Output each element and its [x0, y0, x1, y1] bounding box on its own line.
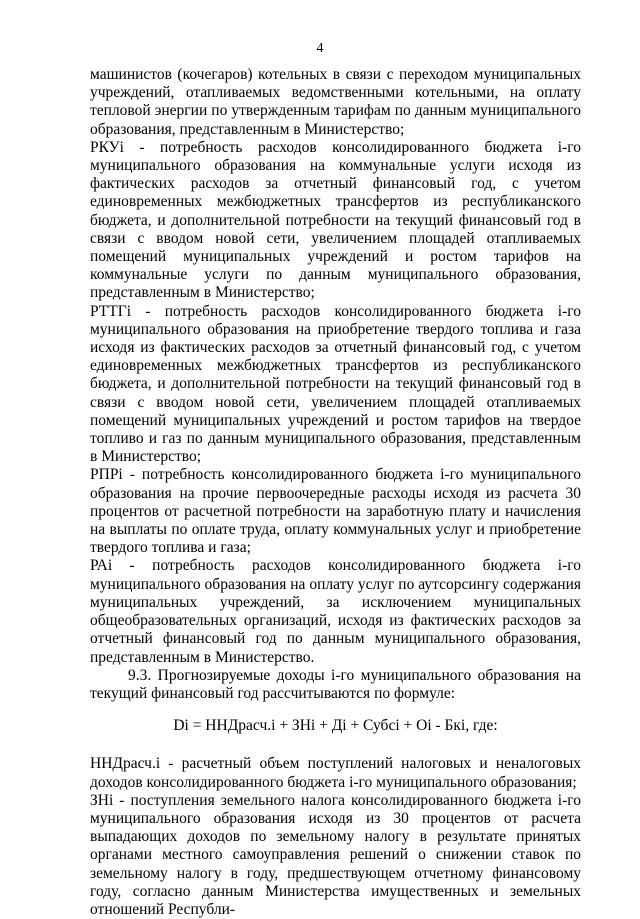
paragraph-rpr: РПРi - потребность консолидированного бюджета i-го муниципального образования на прочие первоочередные расходы исходя из расчета 30 процентов от расчетной потребности на заработную плату и начисления на выплаты по оплате труда, оплату коммунальных услуг и приобретение твердого топлива и газа;: [90, 466, 581, 557]
paragraph-ra: РАi - потребность расходов консолидированного бюджета i-го муниципального образования на оплату услуг по аутсорсингу содержания муниципальных учреждений, за исключением муниципальных общеобразовательных организаций, исходя из фактических расходов за отчетный финансовый год по данным муниципального образования, представленным в Министерство.: [90, 557, 581, 666]
definition-zn: ЗНi - поступления земельного налога консолидированного бюджета i-го муниципального образования исходя из 30 процентов от расчета выпадающих доходов по земельному налогу в результате принятых органами местного самоуправления решений о снижении ставок по земельному налогу в году, предшествующем отчетному финансовому году, согласно данным Министерства имущественных и земельных отношений Республи-: [90, 791, 581, 918]
definition-nnd: ННДрасч.i - расчетный объем поступлений налоговых и неналоговых доходов консолидированного бюджета i-го муниципального образования;: [90, 755, 581, 791]
document-body: [90, 66, 581, 919]
paragraph-continuation: машинистов (кочегаров) котельных в связи с переходом муниципальных учреждений, отапливаемых ведомственными котельными, на оплату тепловой энергии по утвержденным тарифам по данным муниципального образования, представленным в Министерство;: [90, 66, 581, 138]
paragraph-9-3: 9.3. Прогнозируемые доходы i-го муниципального образования на текущий финансовый год рассчитываются по формуле:: [90, 666, 581, 702]
page-number: 4: [316, 41, 324, 56]
paragraph-rku: РКУi - потребность расходов консолидированного бюджета i-го муниципального образования на коммунальные услуги исходя из фактических расходов за отчетный финансовый год, с учетом единовременных межбюджетных трансфертов из республиканского бюджета, и дополнительной потребности на текущий финансовый год в связи с вводом новой сети, увеличением площадей отапливаемых помещений муниципальных учреждений и ростом тарифов на коммунальные услуги по данным муниципального образования, представленным в Министерство;: [90, 138, 581, 302]
formula: Di = ННДрасч.i + ЗНi + Дi + Субсi + Оi - Бкi, где:: [173, 717, 498, 735]
paragraph-rttg: РТТГi - потребность расходов консолидированного бюджета i-го муниципального образования на приобретение твердого топлива и газа исходя из фактических расходов за отчетный финансовый год, с учетом единовременных межбюджетных трансфертов из республиканского бюджета, и дополнительной потребности на текущий финансовый год в связи с вводом новой сети, увеличением площадей отапливаемых помещений муниципальных учреждений и ростом тарифов на твердое топливо и газ по данным муниципального образования, представленным в Министерство;: [90, 302, 581, 466]
